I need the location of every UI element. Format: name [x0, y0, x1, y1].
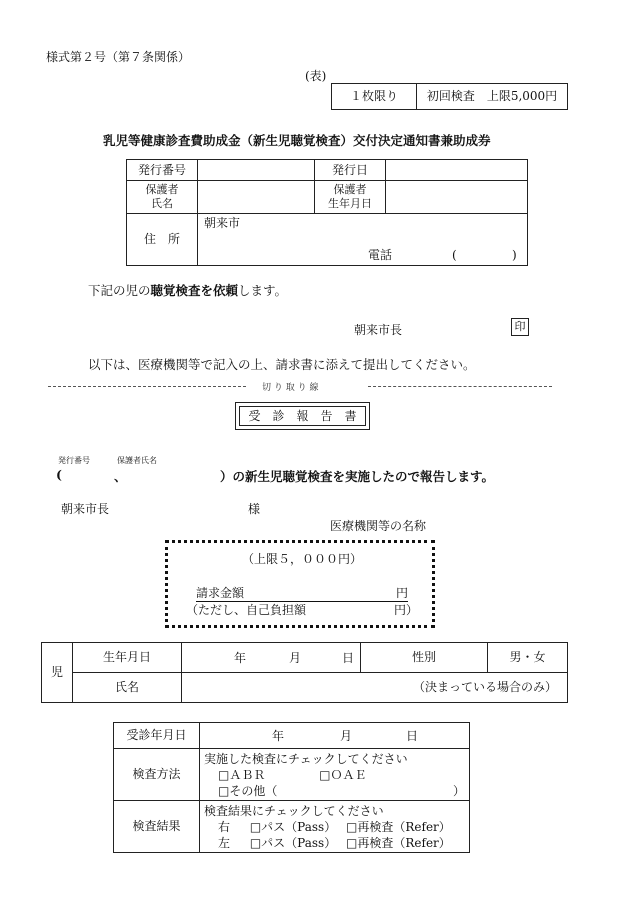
cut-line-left [48, 386, 246, 387]
claim-limit: （上限５，０００円） [242, 552, 363, 566]
child-label: 児 [42, 643, 73, 703]
method-other-close: ） [452, 783, 465, 798]
report-title: 受 診 報 告 書 [239, 406, 366, 426]
guardian-name-field[interactable] [198, 181, 315, 214]
limit-box [331, 83, 568, 110]
report-sentence: ）の新生児聴覚検査を実施したので報告します。 [220, 469, 495, 484]
issue-date-label: 発行日 [315, 160, 386, 181]
exam-date-field[interactable]: 年 月 日 [200, 723, 470, 749]
result-right-row: 右 □パス（Pass） □再検査（Refer） [218, 819, 451, 834]
guardian-dob-field[interactable] [386, 181, 528, 214]
report-mayor: 朝来市長 [61, 502, 110, 516]
city-name: 朝来市 [204, 216, 241, 230]
phone-label: 電話 [368, 248, 393, 262]
address-label: 住 所 [127, 214, 198, 266]
child-sex-label: 性別 [361, 643, 488, 673]
claim-amount-row[interactable] [196, 584, 408, 602]
exam-method-field [200, 749, 470, 801]
child-dob-field[interactable]: 年 月 日 [182, 643, 361, 673]
phone-open-paren: ( [452, 248, 457, 262]
report-open-paren: ( [56, 467, 62, 482]
left-refer-checkbox[interactable]: □再検査（Refer） [346, 835, 451, 850]
right-refer-checkbox[interactable]: □再検査（Refer） [346, 819, 451, 834]
report-title-box [235, 402, 370, 430]
page-title: 乳児等健康診査費助成金（新生児聴覚検査）交付決定通知書兼助成券 [103, 133, 491, 148]
claim-amount-label: 請求金額 [196, 586, 245, 600]
result-prompt: 検査結果にチェックしてください [204, 803, 384, 818]
issue-table [126, 159, 528, 266]
form-number: 様式第２号（第７条関係） [46, 50, 191, 64]
method-oae-checkbox[interactable]: □ＯＡＥ [319, 767, 367, 782]
self-pay-unit: 円） [394, 603, 419, 617]
right-pass-checkbox[interactable]: □パス（Pass） [249, 819, 337, 834]
exam-method-label: 検査方法 [114, 749, 200, 801]
claim-box [165, 540, 435, 628]
child-table [41, 642, 568, 703]
child-name-note: （決まっている場合のみ） [412, 680, 557, 694]
seal-box: 印 [511, 318, 529, 336]
address-field[interactable] [198, 214, 528, 266]
exam-table [113, 722, 470, 853]
limit-first-exam: 初回検査 上限5,000円 [417, 84, 568, 110]
side-label: (表) [305, 69, 327, 83]
request-line: 下記の児の聴覚検査を依頼します。 [88, 283, 288, 298]
phone-close-paren: ) [512, 248, 517, 262]
guardian-small-label: 保護者氏名 [117, 456, 157, 465]
self-pay-label: （ただし、自己負担額 [186, 603, 307, 617]
issue-no-label: 発行番号 [127, 160, 198, 181]
left-pass-checkbox[interactable]: □パス（Pass） [249, 835, 337, 850]
exam-date-label: 受診年月日 [114, 723, 200, 749]
issue-no-field[interactable] [198, 160, 315, 181]
issue-date-field[interactable] [386, 160, 528, 181]
child-dob-label: 生年月日 [73, 643, 182, 673]
guardian-dob-label: 保護者 生年月日 [315, 181, 386, 214]
report-sama: 様 [248, 502, 261, 516]
issue-no-small-label: 発行番号 [58, 456, 90, 465]
method-abr-checkbox[interactable]: □ＡＢＲ [218, 767, 266, 782]
exam-result-label: 検査結果 [114, 801, 200, 853]
cut-line-right [368, 386, 552, 387]
instruction-note: 以下は、医療機関等で記入の上、請求書に添えて提出してください。 [88, 357, 476, 372]
cut-line-label: 切 り 取 り 線 [262, 383, 319, 393]
limit-one-sheet: １枚限り [332, 84, 417, 110]
child-name-field[interactable] [182, 673, 568, 703]
claim-amount-unit: 円 [395, 586, 408, 600]
child-sex-value[interactable]: 男・女 [488, 643, 568, 673]
child-name-label: 氏名 [73, 673, 182, 703]
guardian-name-label: 保護者 氏名 [127, 181, 198, 214]
result-left-row: 左 □パス（Pass） □再検査（Refer） [218, 835, 451, 850]
mayor-name: 朝来市長 [354, 323, 403, 337]
method-prompt: 実施した検査にチェックしてください [204, 751, 408, 766]
institution-label: 医療機関等の名称 [330, 519, 427, 533]
method-other-checkbox[interactable]: □その他（ [218, 783, 278, 798]
exam-result-field [200, 801, 470, 853]
report-comma: 、 [114, 469, 127, 484]
